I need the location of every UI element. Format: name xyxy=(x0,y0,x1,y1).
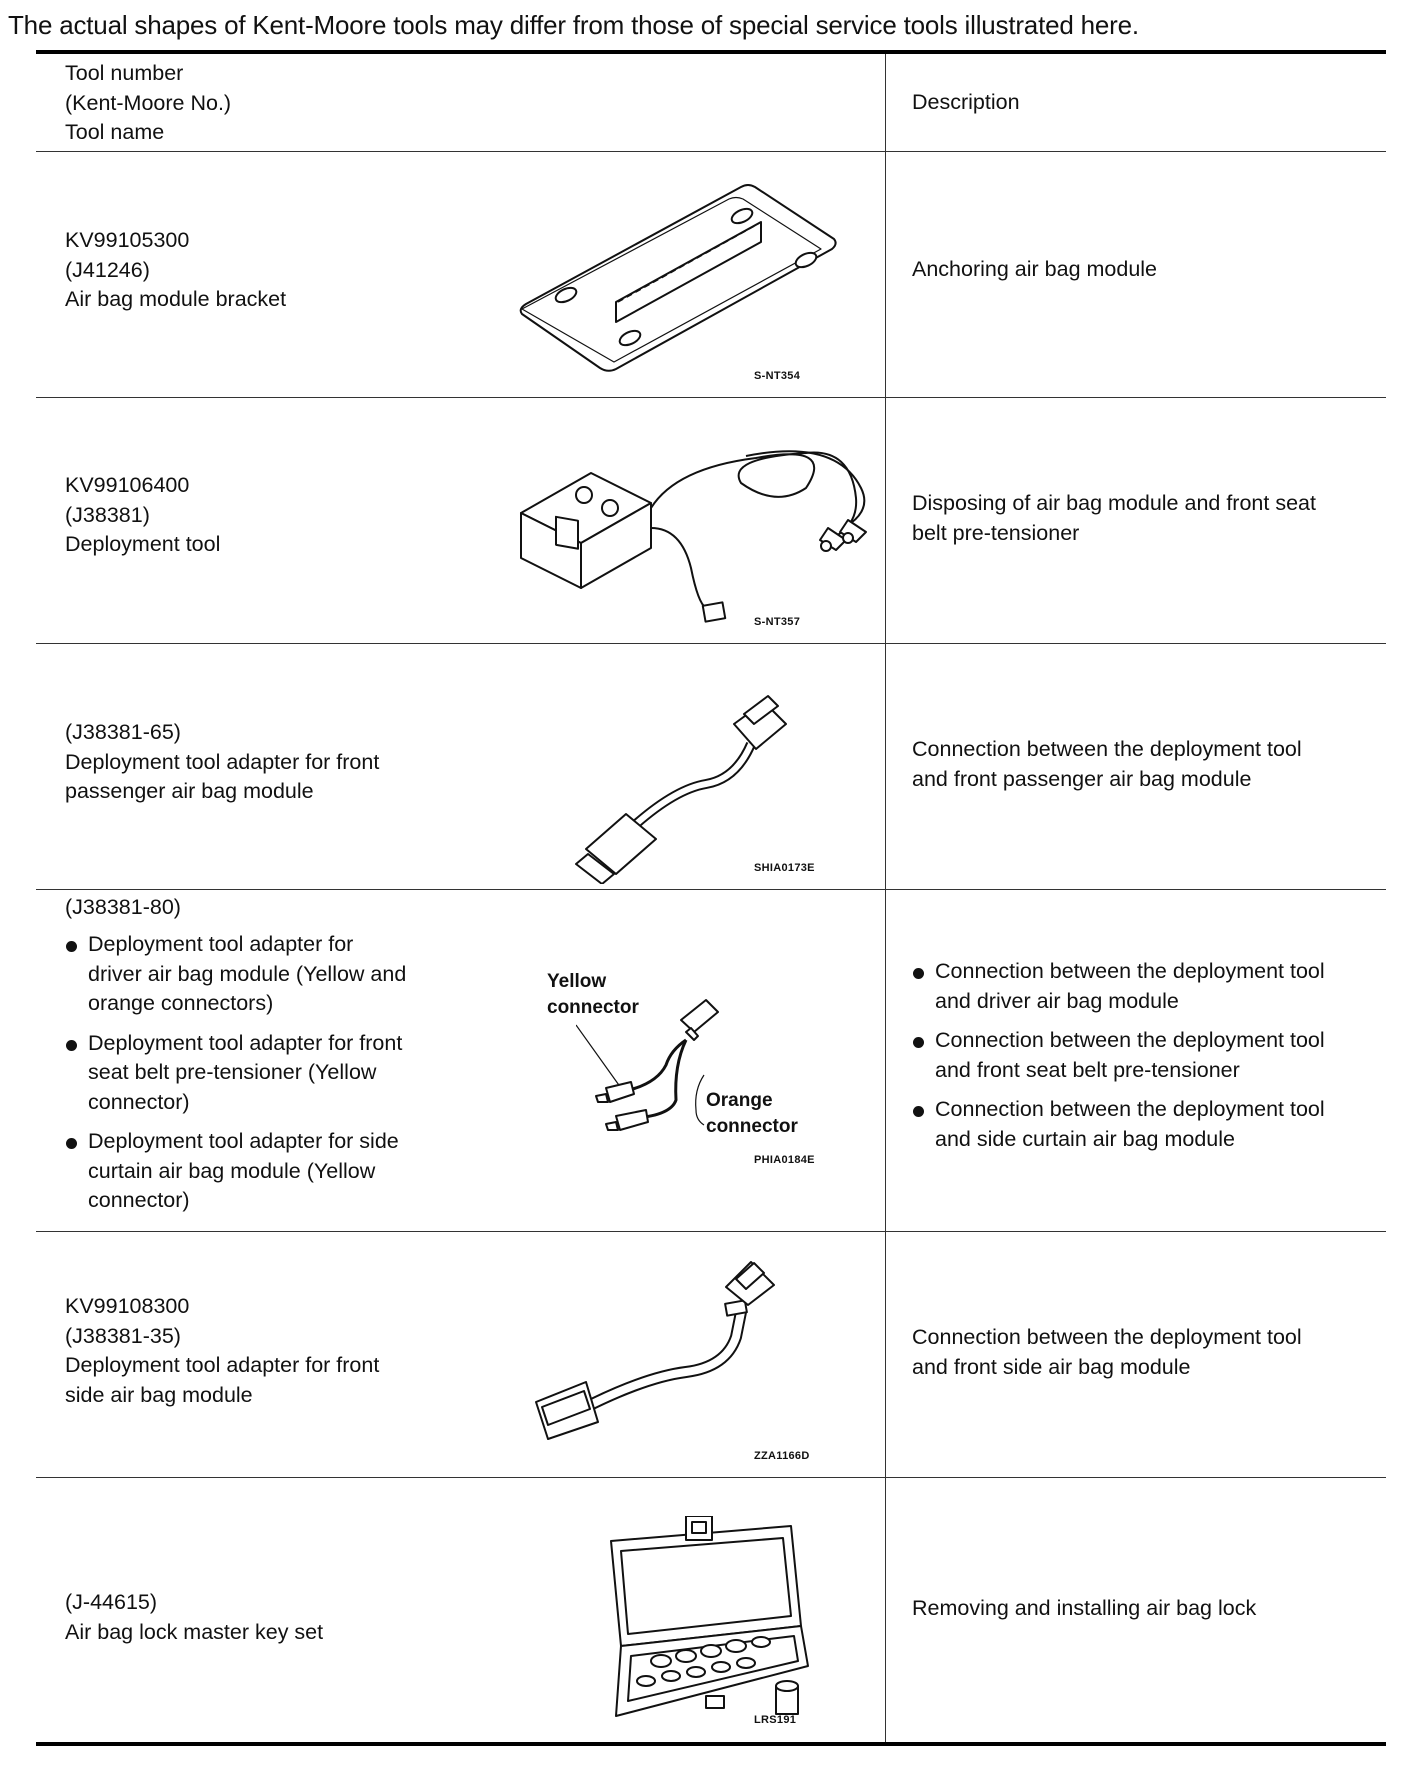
kent-moore-number: (J38381) xyxy=(65,502,150,527)
tool-name: Deployment tool adapter for front xyxy=(65,1353,380,1377)
tool-number: KV99106400 xyxy=(65,473,190,497)
description-line: Anchoring air bag module xyxy=(912,257,1158,281)
kent-moore-number: (J41246) xyxy=(65,257,150,282)
list-item: Connection between the deployment tool and driver air bag module xyxy=(912,957,1325,1016)
table-row xyxy=(36,1478,1386,1742)
orange-connector-callout: Orange connector xyxy=(706,1090,798,1137)
table-row xyxy=(36,1232,1386,1478)
description-line: Removing and installing air bag lock xyxy=(912,1596,1257,1620)
list-item: Deployment tool adapter for front seat belt pre-tensioner (Yellow connector) xyxy=(65,1029,406,1118)
table-row xyxy=(36,890,1386,1232)
kent-moore-number: (J38381-35) xyxy=(65,1323,181,1348)
header-kent-moore-no: (Kent-Moore No.) xyxy=(65,90,232,115)
illustration-code: ZZA1166D xyxy=(754,1450,810,1462)
deployment-tool-illustration xyxy=(506,428,886,628)
illustration-code: SHIA0173E xyxy=(754,862,815,874)
kent-moore-number: (J38381-65) xyxy=(65,720,181,744)
list-item: Deployment tool adapter for side curtain air bag module (Yellow connector) xyxy=(65,1127,406,1216)
tool-name: side air bag module xyxy=(65,1382,253,1407)
air-bag-module-bracket-illustration xyxy=(506,182,886,382)
description-line: and front passenger air bag module xyxy=(912,766,1252,791)
list-item: Connection between the deployment tool and front seat belt pre-tensioner xyxy=(912,1026,1325,1085)
intro-note: The actual shapes of Kent-Moore tools may differ from those of special service tools illustrated here. xyxy=(8,10,1139,40)
yellow-connector-callout: Yellow connector xyxy=(547,971,639,1018)
header-description: Description xyxy=(912,90,1020,114)
tool-number: KV99105300 xyxy=(65,228,190,252)
list-item: Connection between the deployment tool and side curtain air bag module xyxy=(912,1095,1325,1154)
kent-moore-number: (J-44615) xyxy=(65,1590,158,1614)
description-line: Connection between the deployment tool xyxy=(912,737,1302,761)
illustration-code: S-NT354 xyxy=(754,370,801,382)
description-bullet-list xyxy=(912,957,1325,1164)
adapter-bullet-list xyxy=(65,930,406,1226)
description-line: belt pre-tensioner xyxy=(912,520,1080,545)
description-line: Disposing of air bag module and front seat xyxy=(912,491,1316,515)
tool-name: Air bag module bracket xyxy=(65,287,287,311)
description-line: Connection between the deployment tool xyxy=(912,1325,1302,1349)
header-tool-name: Tool name xyxy=(65,120,165,144)
illustration-code: PHIA0184E xyxy=(754,1154,815,1166)
air-bag-lock-master-key-set-illustration xyxy=(576,1516,836,1731)
list-item: Deployment tool adapter for driver air bag module (Yellow and orange connectors) xyxy=(65,930,406,1019)
front-passenger-adapter-illustration xyxy=(566,684,886,884)
tool-name: Deployment tool xyxy=(65,532,221,556)
tool-name: Deployment tool adapter for front xyxy=(65,749,380,774)
front-side-adapter-illustration xyxy=(526,1257,856,1447)
illustration-code: LRS191 xyxy=(754,1714,797,1726)
description-line: and front side air bag module xyxy=(912,1354,1191,1379)
tool-name: passenger air bag module xyxy=(65,779,314,803)
header-tool-number: Tool number xyxy=(65,61,184,85)
table-row xyxy=(36,152,1386,398)
tool-number: KV99108300 xyxy=(65,1294,190,1318)
special-service-tools-table xyxy=(36,50,1386,1746)
table-row xyxy=(36,644,1386,890)
table-header xyxy=(36,54,1386,152)
illustration-code: S-NT357 xyxy=(754,616,801,628)
kent-moore-number: (J38381-80) xyxy=(65,895,181,919)
tool-name: Air bag lock master key set xyxy=(65,1619,324,1644)
driver-adapter-illustration xyxy=(576,970,776,1150)
table-row xyxy=(36,398,1386,644)
